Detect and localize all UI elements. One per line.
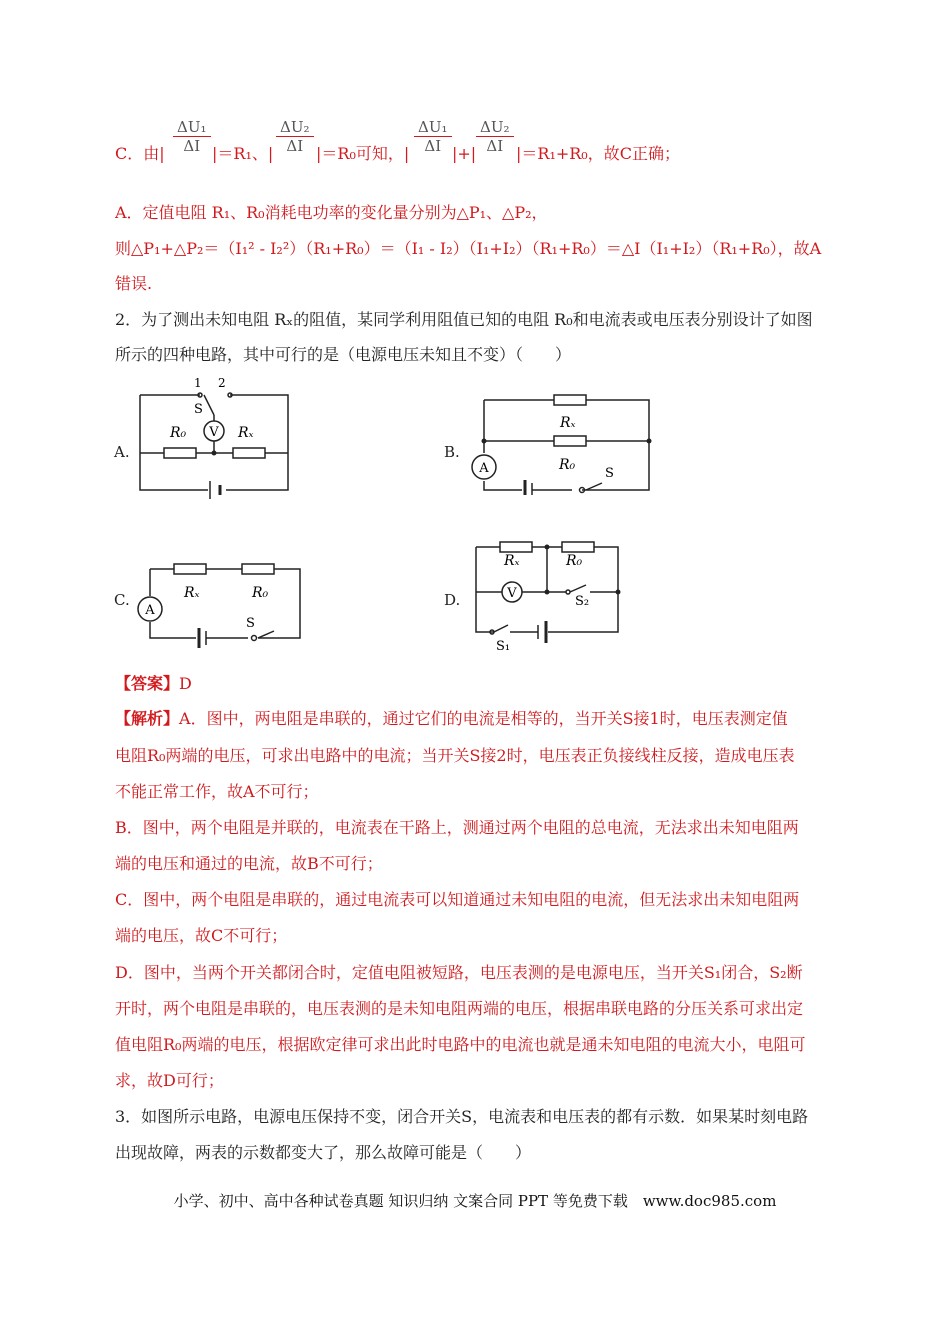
option-a-line2: 则△P₁+△P₂＝（I₁² - I₂²）（R₁+R₀）＝（I₁ - I₂）（I₁+I₂）（R₁+R₀）＝△I（I₁+I₂）（R₁+R₀），故A <box>115 239 822 258</box>
figure-d-label: D. <box>444 591 461 609</box>
switch-pos-2: 2 <box>218 376 226 390</box>
figure-a-label: A. <box>114 443 130 461</box>
option-c-mid3: |+| <box>452 144 477 163</box>
analysis-line-8: 开时，两个电阻是串联的，电压表测的是未知电阻两端的电压，根据串联电路的分压关系可求出定 <box>115 999 804 1018</box>
circuit-diagram-b <box>462 385 662 495</box>
fraction-numerator: ΔU₂ <box>276 118 314 137</box>
switch-label: S <box>246 616 255 631</box>
question-3-line2: 出现故障，两表的示数都变大了，那么故障可能是（ ） <box>115 1143 532 1162</box>
analysis-line-0 <box>115 708 788 730</box>
figure-c-label: C. <box>114 591 130 609</box>
fraction-du1-di-2 <box>414 118 452 155</box>
rx-label: Rₓ <box>238 425 254 441</box>
fraction-denominator: ΔI <box>486 137 504 155</box>
analysis-line-10: 求，故D可行； <box>115 1071 224 1090</box>
switch-label: S <box>605 466 614 481</box>
r0-label: R₀ <box>252 585 269 601</box>
option-c-mid2: |＝R₀可知，| <box>316 144 410 163</box>
analysis-line-2: 不能正常工作，故A不可行； <box>115 782 319 801</box>
fraction-du2-di <box>276 118 314 155</box>
circuit-diagram-c <box>130 555 310 650</box>
figure-b-label: B. <box>444 443 460 461</box>
fraction-numerator: ΔU₁ <box>173 118 211 137</box>
answer-value: D <box>179 674 192 693</box>
voltmeter-symbol: V <box>209 425 219 440</box>
circuit-diagram-d <box>470 537 630 657</box>
option-a-line3: 错误. <box>115 274 153 293</box>
analysis-line-1: 电阻R₀两端的电压，可求出电路中的电流；当开关S接2时，电压表正负接线柱反接，造成电压表 <box>115 746 795 765</box>
switch-label: S <box>194 402 203 417</box>
analysis-line-4: 端的电压和通过的电流，故B不可行； <box>115 854 383 873</box>
ammeter-symbol: A <box>479 461 489 476</box>
fraction-denominator: ΔI <box>183 137 201 155</box>
fraction-du1-di <box>173 118 211 155</box>
circuit-diagram-a <box>130 375 300 505</box>
analysis-line-5: C．图中，两个电阻是串联的，通过电流表可以知道通过未知电阻的电流，但无法求出未知电阻两 <box>115 890 800 909</box>
analysis-tag: 【解析】 <box>115 709 180 728</box>
switch-s1-label: S₁ <box>496 639 511 654</box>
analysis-line-6: 端的电压，故C不可行； <box>115 926 288 945</box>
rx-label: Rₓ <box>184 585 200 601</box>
analysis-line-9: 值电阻R₀两端的电压，根据欧定律可求出此时电路中的电流也就是通未知电阻的电流大小，电阻可 <box>115 1035 806 1054</box>
page-footer: 小学、初中、高中各种试卷真题 知识归纳 文案合同 PPT 等免费下载 www.doc985.com <box>173 1192 777 1210</box>
analysis-line-7: D．图中，当两个开关都闭合时，定值电阻被短路，电压表测的是电源电压，当开关S₁闭合，S₂断 <box>115 963 803 982</box>
question-3-line1: 3．如图所示电路，电源电压保持不变，闭合开关S，电流表和电压表的都有示数．如果某时刻电路 <box>115 1107 809 1126</box>
option-c-prefix: C．由| <box>115 144 165 163</box>
option-a-line1: A．定值电阻 R₁、R₀消耗电功率的变化量分别为△P₁、△P₂， <box>115 203 548 222</box>
fraction-denominator: ΔI <box>424 137 442 155</box>
switch-pos-1: 1 <box>194 376 202 390</box>
r0-label: R₀ <box>559 457 576 473</box>
fraction-numerator: ΔU₂ <box>476 118 514 137</box>
ammeter-symbol: A <box>145 603 155 618</box>
switch-s2-label: S₂ <box>575 594 590 609</box>
rx-label: Rₓ <box>560 415 576 431</box>
option-c-mid1: |＝R₁、| <box>212 144 274 163</box>
rx-label: Rₓ <box>504 553 520 569</box>
fraction-denominator: ΔI <box>286 137 304 155</box>
voltmeter-symbol: V <box>507 586 517 601</box>
r0-label: R₀ <box>566 553 583 569</box>
r0-label: R₀ <box>170 425 187 441</box>
answer-tag: 【答案】 <box>115 674 180 693</box>
question-2-line1: 2．为了测出未知电阻 Rₓ的阻值，某同学利用阻值已知的电阻 R₀和电流表或电压表分别设计了如图 <box>115 310 813 329</box>
analysis-text: A．图中，两电阻是串联的，通过它们的电流是相等的，当开关S接1时，电压表测定值 <box>179 709 788 728</box>
answer-line <box>115 673 192 695</box>
fraction-du2-di-2 <box>476 118 514 155</box>
analysis-line-3: B．图中，两个电阻是并联的，电流表在干路上，测通过两个电阻的总电流，无法求出未知电阻两 <box>115 818 799 837</box>
option-c-suffix: |＝R₁+R₀，故C正确； <box>516 144 680 163</box>
question-2-line2: 所示的四种电路，其中可行的是（电源电压未知且不变）（ ） <box>115 345 572 364</box>
fraction-numerator: ΔU₁ <box>414 118 452 137</box>
